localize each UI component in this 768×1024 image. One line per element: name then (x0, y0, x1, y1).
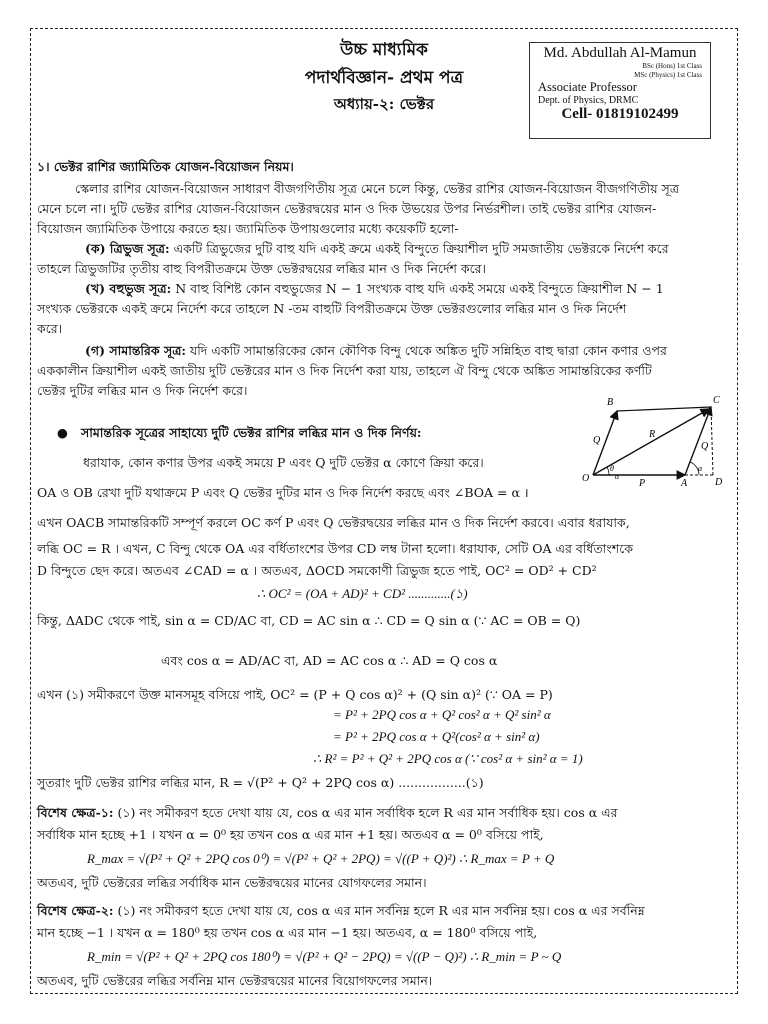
figure-angle-o (607, 467, 609, 475)
special-case-1 (37, 803, 618, 823)
derivation-line-1: ধরাযাক, কোন কণার উপর একই সময়ে P এবং Q দুটি ভেক্টর α কোণে ক্রিয়া করে। (83, 455, 484, 470)
rule-parallelogram-line-1: যদি একটি সামান্তরিকের কোন কৌণিক বিন্দু থেকে অঙ্কিত দুটি সন্নিহিত বাহু দ্বারা কোন কণার ওপর (190, 343, 667, 358)
resultant-formula: সুতরাং দুটি ভেক্টর রাশির লব্ধির মান, R = √(P² + Q² + 2PQ cos α) .................(১) (37, 775, 484, 790)
figure-label-theta: θ (610, 464, 614, 473)
rule-parallelogram (85, 341, 667, 361)
rule-polygon-line-2: সংখ্যক ভেক্টরকে একই ক্রমে নির্দেশ করে তাহলে N -তম বাহুটি বিপরীতক্রমে উক্ত ভেক্টরগুলোর লব্ধির মান ও দিক নির্দেশ (37, 301, 627, 316)
intro-line-2: মেনে চলে না। দুটি ভেক্টর রাশির যোজন-বিয়োজন ভেক্টরদ্বয়ের মান ও দিক উভয়ের উপর নির্ভরশীল। তাই ভেক্টর রাশির যোজন- (37, 201, 657, 216)
special-case-2-line-2: মান হচ্ছে −1 । যখন α = 180⁰ হয় তখন cos α এর মান −1 হয়। অতএব, α = 180⁰ বসিয়ে পাই, (37, 925, 538, 940)
author-degree-1: BSc (Hons) 1st Class (642, 62, 702, 70)
rule-polygon-line-1: N বাহু বিশিষ্ট কোন বহুভুজের N − 1 সংখ্যক বাহু যদি একই সময়ে একই বিন্দুতে ক্রিয়াশীল N − 1 (175, 281, 664, 296)
rule-triangle-line-2: তাহলে ত্রিভুজটির তৃতীয় বাহু বিপরীতক্রমে উক্ত ভেক্টরদ্বয়ের লব্ধির মান ও দিক নির্দেশ করে। (37, 261, 486, 276)
author-position: Associate Professor (538, 80, 637, 94)
rule-triangle-line-1: একটি ত্রিভুজের দুটি বাহু যদি একই ক্রমে একই বিন্দুতে ক্রিয়াশীল দুটি সমজাতীয় ভেক্টরকে নির্দেশ করে (173, 241, 669, 256)
derivation-line-5: D বিন্দুতে ছেদ করে। অতএব ∠CAD = α । অতএব, ΔOCD সমকোণী ত্রিভুজ হতে পাই, OC² = OD² + CD² (37, 563, 597, 578)
rule-triangle-label: (ক) ত্রিভুজ সূত্র: (85, 241, 170, 256)
rule-parallelogram-label: (গ) সামান্তরিক সূত্র: (85, 343, 187, 358)
author-box (529, 42, 711, 139)
figure-label-c: C (713, 395, 720, 406)
figure-line-cd (711, 407, 713, 475)
equation-2: = P² + 2PQ cos α + Q² cos² α + Q² sin² α (333, 707, 551, 722)
author-degree-2: MSc (Physics) 1st Class (634, 71, 702, 79)
vector-parallelogram-figure (579, 391, 725, 487)
special-case-1-conclusion: অতএব, দুটি ভেক্টরের লব্ধির সর্বাধিক মান ভেক্টরদ্বয়ের মানের যোগফলের সমান। (37, 875, 427, 890)
special-case-1-label: বিশেষ ক্ষেত্র-১: (37, 805, 114, 820)
derivation-line-3: এখন OACB সামান্তরিকটি সম্পূর্ণ করলে OC কর্ণ P এবং Q ভেক্টরদ্বয়ের লব্ধির মান ও দিক নির্দেশ করবে। এবার ধরাযাক, (37, 515, 630, 530)
rule-triangle (85, 239, 669, 259)
equation-3: = P² + 2PQ cos α + Q²(cos² α + sin² α) (333, 729, 540, 744)
derivation-line-4: লব্ধি OC = R । এখন, C বিন্দু থেকে OA এর বর্ধিতাংশের উপর CD লম্ব টানা হলো। ধরাযাক, সেটি OA এর বর্ধিতাংশকে (37, 541, 633, 556)
figure-label-d: D (715, 477, 723, 487)
header-subject: পদার্থবিজ্ঞান- প্রথম পত্র (304, 68, 464, 88)
special-case-2-line-1: (১) নং সমীকরণ হতে দেখা যায় যে, cos α এর মান সর্বনিম্ন হলে R এর মান সর্বনিম্ন হয়। cos α এর সর্বনিম্ন (117, 903, 645, 918)
header-level: উচ্চ মাধ্যমিক (340, 40, 428, 60)
author-cell: Cell- 01819102499 (561, 106, 679, 122)
author-name: Md. Abdullah Al-Mamun (543, 45, 697, 61)
derivation-line-7: এবং cos α = AD/AC বা, AD = AC cos α ∴ AD = Q cos α (161, 653, 498, 668)
special-case-1-line-1: (১) নং সমীকরণ হতে দেখা যায় যে, cos α এর মান সর্বাধিক হলে R এর মান সর্বাধিক হয়। cos α এর (117, 805, 618, 820)
intro-line-3: বিয়োজন জ্যামিতিক উপায়ে করতে হয়। জ্যামিতিক উপায়গুলোর মধ্যে কয়েকটি হলো- (37, 221, 459, 236)
figure-label-alpha-o: α (615, 472, 620, 481)
derivation-heading-text: সামান্তরিক সূত্রের সাহায্যে দুটি ভেক্টর রাশির লব্ধির মান ও দিক নির্ণয়: (80, 425, 422, 440)
bullet-icon: ● (57, 425, 81, 440)
rule-polygon-label: (খ) বহুভুজ সূত্র: (85, 281, 172, 296)
rule-polygon-line-3: করে। (37, 321, 63, 336)
figure-label-alpha-a: α (698, 464, 703, 473)
section-heading: ১। ভেক্টর রাশির জ্যামিতিক যোজন-বিয়োজন নিয়ম। (37, 159, 294, 174)
special-case-1-equation: R_max = √(P² + Q² + 2PQ cos 0⁰) = √(P² + Q² + 2PQ) = √((P + Q)²) ∴ R_max = P + Q (87, 851, 555, 866)
figure-label-b: B (607, 397, 614, 408)
figure-label-q-right: Q (701, 441, 709, 452)
special-case-2 (37, 901, 645, 921)
author-dept: Dept. of Physics, DRMC (538, 95, 639, 106)
page-frame (30, 28, 738, 994)
special-case-2-equation: R_min = √(P² + Q² + 2PQ cos 180⁰) = √(P² + Q² − 2PQ) = √((P − Q)²) ∴ R_min = P ~ Q (87, 949, 562, 964)
rule-parallelogram-line-2: এককালীন ক্রিয়াশীল একই জাতীয় দুটি ভেক্টরের মান ও দিক নির্দেশ করা যায়, তাহলে ঐ বিন্দু থেকে অঙ্কিত সামান্তরিকের কর্ণটি (37, 363, 652, 378)
special-case-1-line-2: সর্বাধিক মান হচ্ছে +1 । যখন α = 0⁰ হয় তখন cos α এর মান +1 হয়। অতএব α = 0⁰ বসিয়ে পাই, (37, 827, 544, 842)
figure-label-a: A (681, 478, 688, 487)
special-case-2-conclusion: অতএব, দুটি ভেক্টরের লব্ধির সর্বনিম্ন মান ভেক্টরদ্বয়ের মানের বিয়োগফলের সমান। (37, 973, 433, 988)
figure-label-o: O (582, 473, 590, 484)
figure-line-bc (617, 407, 711, 411)
figure-label-q-left: Q (593, 435, 601, 446)
figure-label-r: R (649, 429, 656, 440)
rule-parallelogram-line-3: ভেক্টর দুটির লব্ধির মান ও দিক নির্দেশ করে। (37, 383, 248, 398)
equation-4: ∴ R² = P² + Q² + 2PQ cos α (∵ cos² α + sin² α = 1) (313, 751, 583, 766)
figure-label-p: P (639, 478, 646, 487)
header-chapter: অধ্যায়-২: ভেক্টর (333, 95, 435, 113)
equation-1: ∴ OC² = (OA + AD)² + CD² .............(১) (257, 586, 468, 601)
derivation-line-2: OA ও OB রেখা দুটি যথাক্রমে P এবং Q ভেক্টর দুটির মান ও দিক নির্দেশ করছে এবং ∠BOA = α । (37, 485, 529, 500)
rule-polygon (85, 279, 664, 299)
derivation-heading (57, 423, 422, 443)
derivation-line-8: এখন (১) সমীকরণে উক্ত মানসমূহ বসিয়ে পাই, OC² = (P + Q cos α)² + (Q sin α)² (∵ OA = P) (37, 687, 553, 702)
derivation-line-6: কিন্তু, ΔADC থেকে পাই, sin α = CD/AC বা, CD = AC sin α ∴ CD = Q sin α (∵ AC = OB = Q) (37, 613, 581, 628)
intro-line-1: স্কেলার রাশির যোজন-বিয়োজন সাধারণ বীজগণিতীয় সূত্র মেনে চলে কিন্তু, ভেক্টর রাশির যোজন-বিয়োজন বীজগণিতীয় সূত্র (75, 181, 679, 196)
special-case-2-label: বিশেষ ক্ষেত্র-২: (37, 903, 114, 918)
